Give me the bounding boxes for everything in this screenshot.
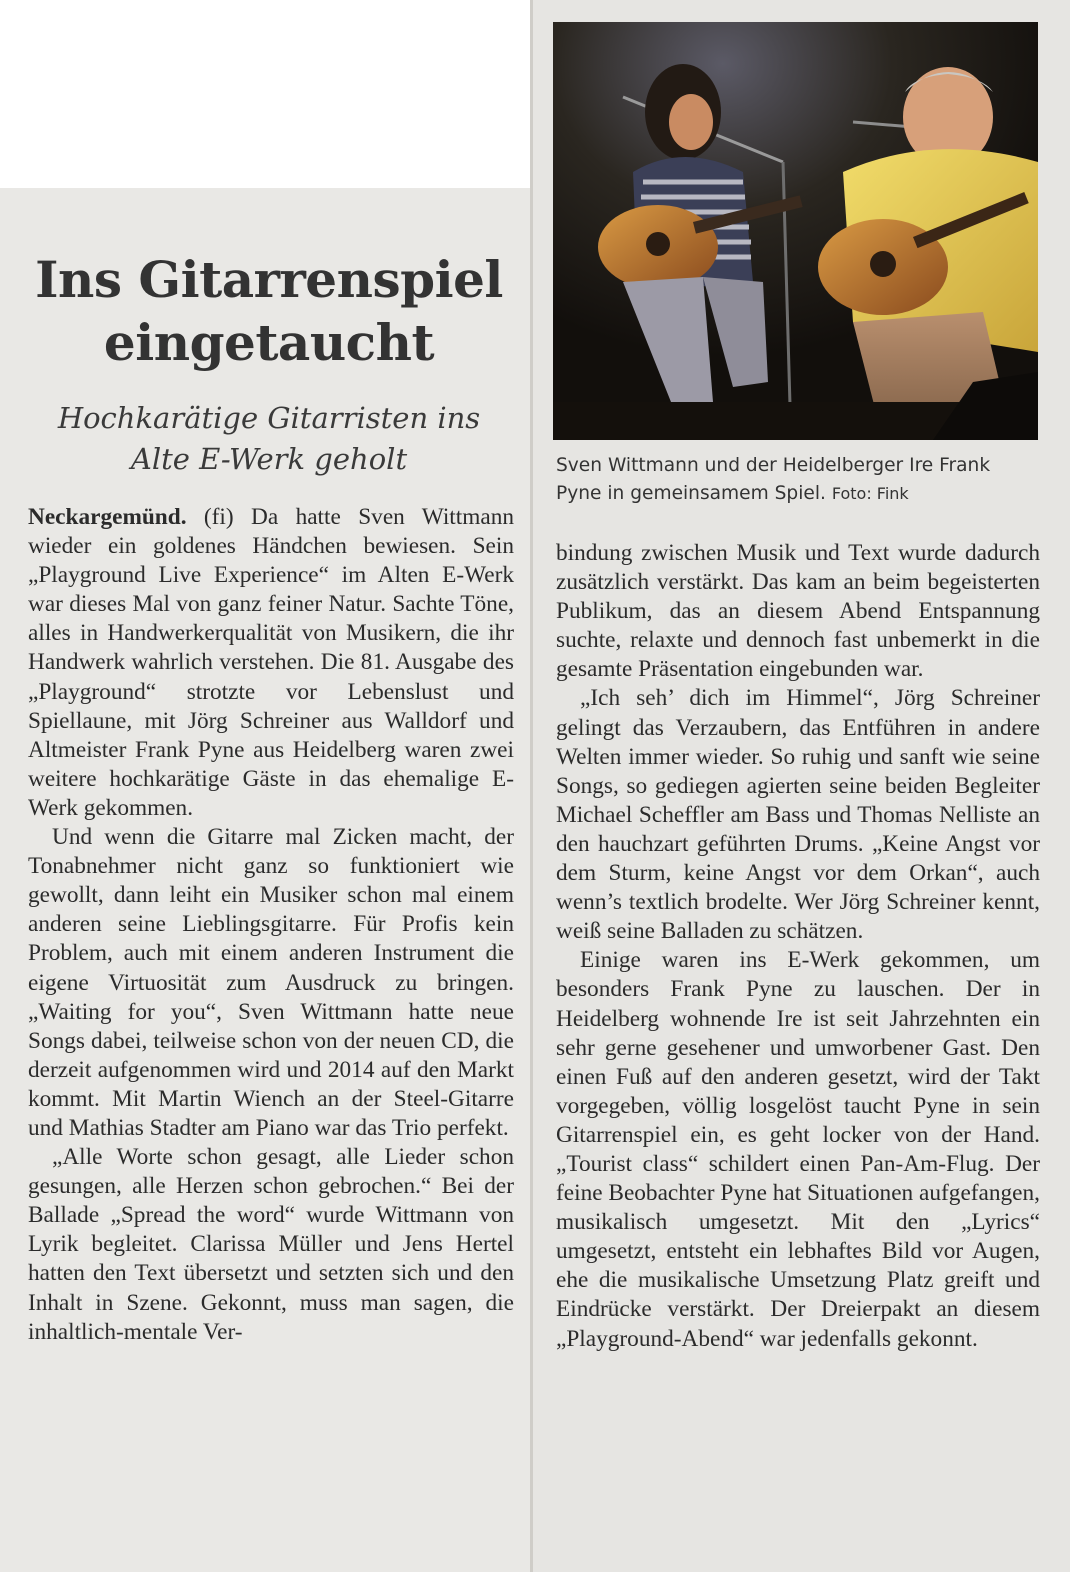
article-column-left: [28, 503, 514, 1347]
concert-photo: [553, 22, 1038, 440]
clipping-seam: [530, 0, 533, 1572]
article-headline: Ins Gitarrenspiel eingetaucht: [35, 250, 503, 372]
article-paragraph: [28, 503, 514, 823]
article-paragraph: Einige waren ins E-Werk gekommen, um besonders Frank Pyne zu lauschen. Der in Heidelberg wohnende Ire ist seit Jahrzehnten ein sehr gerne gesehener und umworbener Gast. Den einen Fuß auf den anderen gesetzt, wird der Takt vorgegeben, völlig losgelöst taucht Pyne in sein Gitarrenspiel ein, es geht locker von der Hand. „Tourist class“ schildert einen Pan-Am-Flug. Der feine Beobachter Pyne hat Situationen aufgefangen, musikalisch umgesetzt. Mit den „Lyrics“ umgesetzt, entsteht ein lebhaftes Bild vor Augen, ehe die musikalische Umsetzung Platz greift und Eindrücke verstärkt. Der Dreierpakt an diesem „Playground-Abend“ war jedenfalls gekonnt.: [556, 947, 1040, 1352]
photo-caption: [556, 452, 1040, 508]
caption-text: Sven Wittmann und der Heidelberger Ire Frank Pyne in gemeinsamem Spiel.: [556, 455, 991, 504]
article-paragraph: Und wenn die Gitarre mal Zicken macht, der Tonabnehmer nicht ganz so funktioniert wie gewollt, dann leiht ein Musiker schon mal einem anderen seine Lieblingsgitarre. Für Profis kein Problem, auch mit einem anderen Instrument die eigene Virtuosität zum Ausdruck zu bringen. „Waiting for you“, Sven Wittmann hatte neue Songs dabei, teilweise schon von der neuen CD, die derzeit aufgenommen wird und 2014 auf den Markt kommt. Mit Martin Wiench an der Steel-Gitarre und Mathias Stadter am Piano war das Trio perfekt.: [28, 824, 514, 1141]
photo-credit: Foto: Fink: [831, 484, 909, 503]
article-paragraph: „Alle Worte schon gesagt, alle Lieder schon gesungen, alle Herzen schon gebrochen.“ Bei der Ballade „Spread the word“ wurde Wittmann von Lyrik begleitet. Clarissa Müller und Jens Hertel hatten den Text übersetzt und setzten sich und den Inhalt in Szene. Gekonnt, muss man sagen, die inhaltlich-mentale Ver-: [28, 1144, 514, 1345]
article-paragraph: „Ich seh’ dich im Himmel“, Jörg Schreiner gelingt das Verzaubern, das Entführen in andere Welten immer wieder. So ruhig und sanft wie seine Songs, so gediegen agierten seine beiden Begleiter Michael Scheffler am Bass und Thomas Nelliste an den hauchzart geführten Drums. „Keine Angst vor dem Sturm, keine Angst vor dem Orkan“, auch wenn’s textlich brodelte. Wer Jörg Schreiner kennt, weiß seine Balladen zu schätzen.: [556, 685, 1040, 945]
paragraph-text: (fi) Da hatte Sven Wittmann wieder ein goldenes Händchen bewiesen. Sein „Playground Live Experience“ im Alten E-Werk war dieses Mal von ganz feiner Natur. Sachte Töne, alles in Handwerkerqualität von Musikern, die ihr Handwerk wahrlich verstehen. Die 81. Ausgabe des „Playground“ strotzte vor Lebenslust und Spiellaune, mit Jörg Schreiner aus Walldorf und Altmeister Frank Pyne aus Heidelberg waren zwei weitere hochkarätige Gäste in das ehemalige E-Werk gekommen.: [28, 504, 514, 821]
dateline: Neckargemünd.: [28, 504, 187, 530]
article-column-right: [556, 539, 1040, 1354]
article-subheadline: Hochkarätige Gitarristen ins Alte E-Werk geholt: [57, 401, 481, 476]
article-paragraph: bindung zwischen Musik und Text wurde dadurch zusätzlich verstärkt. Das kam an beim begeisterten Publikum, das an diesem Abend Entspannung suchte, relaxte und dennoch fast unbemerkt in die gesamte Präsentation eingebunden war.: [556, 540, 1040, 683]
photo-illustration: [553, 22, 1038, 440]
